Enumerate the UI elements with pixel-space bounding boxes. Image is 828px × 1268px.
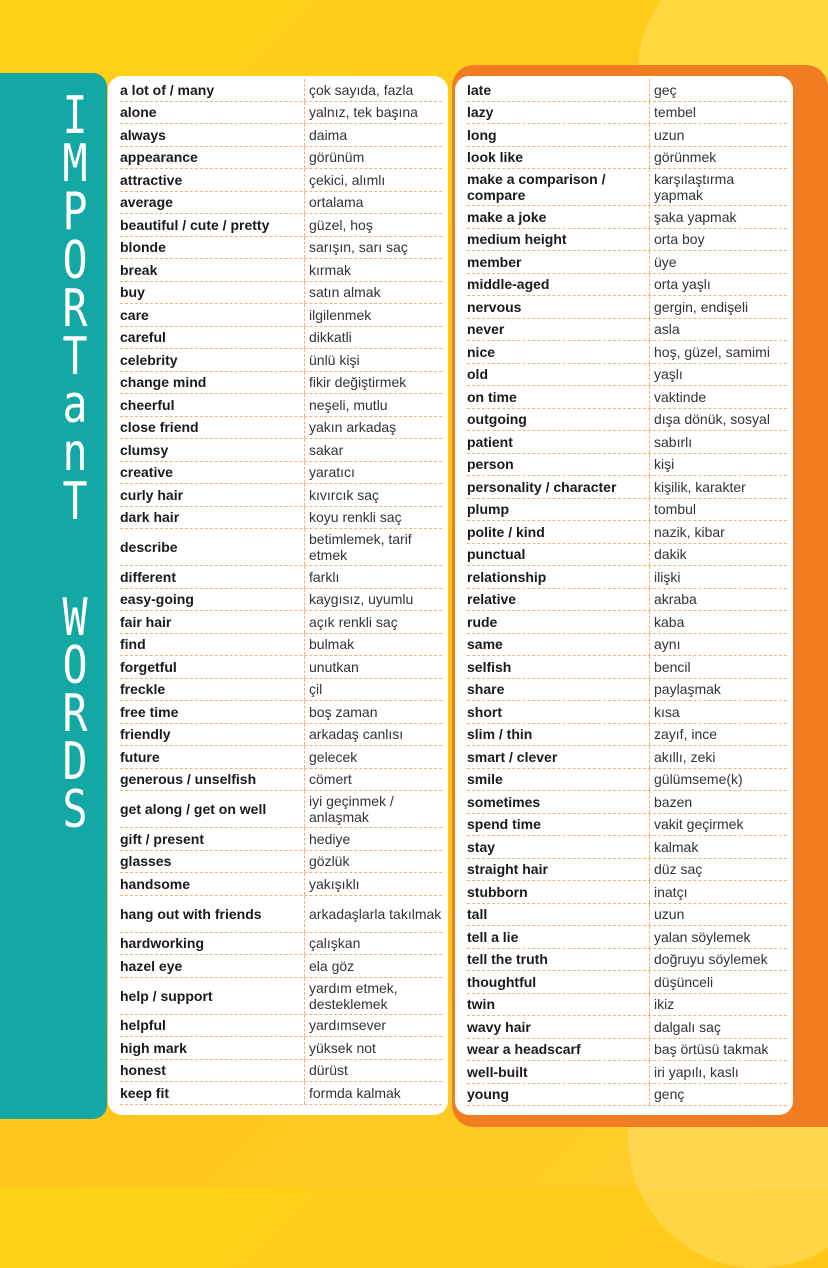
turkish-meaning: baş örtüsü takmak: [649, 1039, 785, 1061]
turkish-meaning: ünlü kişi: [304, 349, 442, 371]
vocab-row: [120, 394, 442, 417]
vocab-row: [120, 634, 442, 657]
turkish-meaning: formda kalmak: [304, 1082, 442, 1104]
english-word: glasses: [120, 853, 172, 870]
english-word: nervous: [467, 298, 522, 315]
title-letter: S: [62, 780, 88, 841]
turkish-meaning: ikiz: [649, 994, 785, 1016]
turkish-meaning: unutkan: [304, 656, 442, 678]
title-letter: T: [62, 471, 88, 532]
turkish-meaning: tombul: [649, 499, 785, 521]
vocab-row: [120, 746, 442, 769]
vocab-row: [467, 499, 787, 522]
vocab-row: [467, 1084, 787, 1107]
turkish-meaning: açık renkli saç: [304, 611, 442, 633]
english-word: beautiful / cute / pretty: [120, 216, 270, 233]
english-word: medium height: [467, 231, 567, 248]
vocab-row: [467, 971, 787, 994]
english-word: make a joke: [467, 208, 547, 225]
vocab-row: [120, 589, 442, 612]
english-word: member: [467, 253, 522, 270]
turkish-meaning: çil: [304, 679, 442, 701]
vocab-row: [120, 327, 442, 350]
turkish-meaning: sakar: [304, 439, 442, 461]
word-list-left: [108, 76, 448, 1115]
vocab-row: [120, 873, 442, 896]
vocab-row: [120, 611, 442, 634]
turkish-meaning: aynı: [649, 634, 785, 656]
vocab-row: [120, 147, 442, 170]
english-word: wear a headscarf: [467, 1041, 581, 1058]
turkish-meaning: orta boy: [649, 229, 785, 251]
turkish-meaning: farklı: [304, 566, 442, 588]
vocab-row: [467, 589, 787, 612]
turkish-meaning: asla: [649, 319, 785, 341]
turkish-meaning: fikir değiştirmek: [304, 372, 442, 394]
turkish-meaning: orta yaşlı: [649, 274, 785, 296]
vocab-row: [467, 251, 787, 274]
vocab-row: [467, 521, 787, 544]
vocab-row: [467, 147, 787, 170]
vocab-row: [120, 566, 442, 589]
english-word: free time: [120, 703, 179, 720]
english-word: break: [120, 261, 158, 278]
english-word: middle-aged: [467, 276, 550, 293]
english-word: personality / character: [467, 478, 617, 495]
vocab-row: [467, 206, 787, 229]
turkish-meaning: şaka yapmak: [649, 206, 785, 228]
english-word: a lot of / many: [120, 81, 215, 98]
english-word: care: [120, 306, 149, 323]
turkish-meaning: kişilik, karakter: [649, 476, 785, 498]
english-word: high mark: [120, 1039, 187, 1056]
english-word: attractive: [120, 171, 183, 188]
english-word: patient: [467, 433, 513, 450]
english-word: rude: [467, 613, 498, 630]
vocab-row: [467, 994, 787, 1017]
turkish-meaning: yalnız, tek başına: [304, 102, 442, 124]
english-word: look like: [467, 149, 524, 166]
turkish-meaning: sabırlı: [649, 431, 785, 453]
turkish-meaning: akraba: [649, 589, 785, 611]
vocab-row: [120, 1037, 442, 1060]
english-word: smile: [467, 771, 503, 788]
turkish-meaning: gözlük: [304, 851, 442, 873]
vocab-row: [120, 656, 442, 679]
turkish-meaning: bazen: [649, 791, 785, 813]
vocab-row: [120, 417, 442, 440]
vocab-row: [467, 386, 787, 409]
turkish-meaning: gergin, endişeli: [649, 296, 785, 318]
english-word: clumsy: [120, 441, 169, 458]
english-word: hardworking: [120, 935, 205, 952]
vocab-row: [467, 859, 787, 882]
turkish-meaning: iri yapılı, kaslı: [649, 1061, 785, 1083]
english-word: selfish: [467, 658, 512, 675]
vocab-row: [120, 791, 442, 828]
turkish-meaning: güzel, hoş: [304, 214, 442, 236]
english-word: thoughtful: [467, 973, 537, 990]
turkish-meaning: tembel: [649, 102, 785, 124]
english-word: young: [467, 1086, 509, 1103]
english-word: forgetful: [120, 658, 177, 675]
english-word: fair hair: [120, 613, 172, 630]
turkish-meaning: yalan söylemek: [649, 926, 785, 948]
english-word: hazel eye: [120, 957, 183, 974]
english-word: smart / clever: [467, 748, 558, 765]
english-word: plump: [467, 501, 509, 518]
vocab-row: [120, 828, 442, 851]
english-word: keep fit: [120, 1084, 170, 1101]
vocab-row: [467, 611, 787, 634]
vocab-row: [120, 304, 442, 327]
turkish-meaning: bencil: [649, 656, 785, 678]
turkish-meaning: betimlemek, tarif etmek: [304, 529, 442, 565]
turkish-meaning: paylaşmak: [649, 679, 785, 701]
english-word: hang out with friends: [120, 905, 262, 922]
turkish-meaning: genç: [649, 1084, 785, 1106]
title-letter: R: [62, 278, 88, 339]
turkish-meaning: yüksek not: [304, 1037, 442, 1059]
turkish-meaning: bulmak: [304, 634, 442, 656]
vocab-row: [467, 364, 787, 387]
turkish-meaning: yakışıklı: [304, 873, 442, 895]
vocab-row: [467, 409, 787, 432]
english-word: share: [467, 681, 505, 698]
turkish-meaning: sarışın, sarı saç: [304, 237, 442, 259]
vocab-row: [467, 1039, 787, 1062]
english-word: dark hair: [120, 509, 180, 526]
english-word: careful: [120, 329, 166, 346]
vocab-row: [120, 978, 442, 1015]
title-letter: R: [62, 684, 88, 745]
vocab-row: [467, 79, 787, 102]
vocab-row: [467, 814, 787, 837]
english-word: get along / get on well: [120, 801, 267, 817]
english-word: wavy hair: [467, 1018, 531, 1035]
title-letter: D: [62, 732, 88, 793]
english-word: make a comparison / compare: [467, 171, 606, 203]
english-word: twin: [467, 996, 495, 1013]
vocab-row: [120, 701, 442, 724]
vocab-row: [467, 634, 787, 657]
turkish-meaning: üye: [649, 251, 785, 273]
title-letter: W: [62, 587, 88, 648]
turkish-meaning: yakın arkadaş: [304, 417, 442, 439]
vocab-row: [120, 372, 442, 395]
english-word: stay: [467, 838, 496, 855]
turkish-meaning: çekici, alımlı: [304, 169, 442, 191]
vocab-row: [120, 439, 442, 462]
english-word: straight hair: [467, 861, 548, 878]
english-word: same: [467, 636, 503, 653]
turkish-meaning: ortalama: [304, 192, 442, 214]
english-word: cheerful: [120, 396, 175, 413]
vocab-row: [120, 79, 442, 102]
turkish-meaning: koyu renkli saç: [304, 507, 442, 529]
vocab-row: [120, 259, 442, 282]
english-word: polite / kind: [467, 523, 545, 540]
vocab-row: [120, 1015, 442, 1038]
word-list-right: [455, 76, 793, 1115]
english-word: change mind: [120, 374, 207, 391]
english-word: blonde: [120, 239, 166, 256]
vocab-row: [120, 769, 442, 792]
english-word: future: [120, 748, 160, 765]
turkish-meaning: arkadaş canlısı: [304, 724, 442, 746]
vocab-row: [467, 476, 787, 499]
vocab-row: [467, 1016, 787, 1039]
turkish-meaning: cömert: [304, 769, 442, 791]
turkish-meaning: doğruyu söylemek: [649, 949, 785, 971]
english-word: curly hair: [120, 486, 184, 503]
english-word: close friend: [120, 419, 199, 436]
vocab-row: [120, 507, 442, 530]
vocab-row: [120, 933, 442, 956]
vocab-row: [120, 214, 442, 237]
english-word: buy: [120, 284, 145, 301]
english-word: generous / unselfish: [120, 771, 257, 788]
english-word: help / support: [120, 987, 213, 1004]
title-letter: T: [62, 326, 88, 387]
turkish-meaning: yaratıcı: [304, 462, 442, 484]
vocab-row: [120, 896, 442, 933]
turkish-meaning: yardımsever: [304, 1015, 442, 1037]
title-letter: P: [62, 182, 88, 243]
turkish-meaning: inatçı: [649, 881, 785, 903]
english-word: honest: [120, 1062, 166, 1079]
english-word: creative: [120, 464, 173, 481]
vocab-row: [467, 656, 787, 679]
title-letter: O: [62, 635, 88, 696]
vocab-row: [467, 229, 787, 252]
title-letter: M: [62, 134, 88, 195]
turkish-meaning: kişi: [649, 454, 785, 476]
vocab-row: [120, 102, 442, 125]
turkish-meaning: dışa dönük, sosyal: [649, 409, 785, 431]
turkish-meaning: karşılaştırma yapmak: [649, 169, 785, 205]
english-word: always: [120, 126, 166, 143]
english-word: tell the truth: [467, 951, 548, 968]
vocab-row: [467, 904, 787, 927]
turkish-meaning: görünüm: [304, 147, 442, 169]
english-word: handsome: [120, 875, 191, 892]
vocab-row: [467, 454, 787, 477]
vocab-row: [120, 484, 442, 507]
english-word: old: [467, 366, 488, 383]
english-word: short: [467, 703, 502, 720]
english-word: relative: [467, 591, 517, 608]
english-word: different: [120, 568, 176, 585]
vocab-row: [467, 544, 787, 567]
title-letter: I: [62, 86, 88, 146]
vocab-row: [120, 724, 442, 747]
turkish-meaning: ela göz: [304, 955, 442, 977]
english-word: celebrity: [120, 351, 178, 368]
vocab-row: [467, 566, 787, 589]
title-letter: O: [62, 230, 88, 291]
vocab-row: [467, 881, 787, 904]
english-word: on time: [467, 388, 517, 405]
turkish-meaning: düz saç: [649, 859, 785, 881]
english-word: relationship: [467, 568, 547, 585]
vocab-row: [120, 237, 442, 260]
turkish-meaning: satın almak: [304, 282, 442, 304]
turkish-meaning: kıvırcık saç: [304, 484, 442, 506]
english-word: tall: [467, 906, 488, 923]
english-word: late: [467, 81, 492, 98]
turkish-meaning: düşünceli: [649, 971, 785, 993]
vocab-row: [120, 192, 442, 215]
turkish-meaning: geç: [649, 79, 785, 101]
english-word: easy-going: [120, 591, 194, 608]
english-word: appearance: [120, 149, 198, 166]
turkish-meaning: çok sayıda, fazla: [304, 79, 442, 101]
turkish-meaning: neşeli, mutlu: [304, 394, 442, 416]
turkish-meaning: gelecek: [304, 746, 442, 768]
english-word: alone: [120, 104, 157, 121]
vocab-row: [467, 746, 787, 769]
vocab-row: [467, 169, 787, 206]
turkish-meaning: vakit geçirmek: [649, 814, 785, 836]
turkish-meaning: görünmek: [649, 147, 785, 169]
turkish-meaning: ilgilenmek: [304, 304, 442, 326]
vocab-row: [120, 529, 442, 566]
vocab-row: [467, 836, 787, 859]
english-word: spend time: [467, 816, 541, 833]
vocab-row: [467, 102, 787, 125]
vocab-row: [120, 462, 442, 485]
turkish-meaning: gülümseme(k): [649, 769, 785, 791]
english-word: slim / thin: [467, 726, 533, 743]
english-word: tell a lie: [467, 928, 519, 945]
vocab-row: [467, 724, 787, 747]
turkish-meaning: arkadaşlarla takılmak: [304, 896, 442, 932]
vocab-row: [467, 296, 787, 319]
vocab-row: [467, 926, 787, 949]
vocab-row: [120, 679, 442, 702]
turkish-meaning: boş zaman: [304, 701, 442, 723]
turkish-meaning: zayıf, ince: [649, 724, 785, 746]
english-word: lazy: [467, 104, 494, 121]
english-word: find: [120, 636, 146, 653]
vocab-row: [120, 124, 442, 147]
turkish-meaning: yaşlı: [649, 364, 785, 386]
vocab-row: [467, 791, 787, 814]
vocab-row: [120, 851, 442, 874]
vocab-row: [467, 319, 787, 342]
english-word: person: [467, 456, 514, 473]
turkish-meaning: iyi geçinmek / anlaşmak: [304, 791, 442, 827]
vocab-row: [120, 349, 442, 372]
english-word: sometimes: [467, 793, 541, 810]
vocab-row: [120, 1082, 442, 1105]
english-word: punctual: [467, 546, 526, 563]
turkish-meaning: uzun: [649, 904, 785, 926]
english-word: never: [467, 321, 505, 338]
english-word: nice: [467, 343, 496, 360]
english-word: outgoing: [467, 411, 527, 428]
vocab-row: [467, 1061, 787, 1084]
english-word: friendly: [120, 726, 171, 743]
vocab-row: [467, 769, 787, 792]
turkish-meaning: akıllı, zeki: [649, 746, 785, 768]
turkish-meaning: dakik: [649, 544, 785, 566]
vocab-row: [467, 701, 787, 724]
turkish-meaning: ilişki: [649, 566, 785, 588]
english-word: helpful: [120, 1017, 166, 1034]
turkish-meaning: uzun: [649, 124, 785, 146]
vocab-row: [120, 282, 442, 305]
vocab-row: [120, 169, 442, 192]
english-word: average: [120, 194, 173, 211]
vocab-row: [467, 679, 787, 702]
turkish-meaning: vaktinde: [649, 386, 785, 408]
english-word: long: [467, 126, 497, 143]
vocab-row: [120, 1060, 442, 1083]
turkish-meaning: yardım etmek, desteklemek: [304, 978, 442, 1014]
turkish-meaning: hediye: [304, 828, 442, 850]
turkish-meaning: dürüst: [304, 1060, 442, 1082]
english-word: gift / present: [120, 830, 205, 847]
turkish-meaning: çalışkan: [304, 933, 442, 955]
vocab-row: [467, 431, 787, 454]
english-word: describe: [120, 539, 178, 555]
turkish-meaning: hoş, güzel, samimi: [649, 341, 785, 363]
vocab-row: [467, 124, 787, 147]
turkish-meaning: kısa: [649, 701, 785, 723]
turkish-meaning: kırmak: [304, 259, 442, 281]
turkish-meaning: dalgalı saç: [649, 1016, 785, 1038]
turkish-meaning: kaba: [649, 611, 785, 633]
turkish-meaning: daima: [304, 124, 442, 146]
turkish-meaning: dikkatli: [304, 327, 442, 349]
english-word: well-built: [467, 1063, 528, 1080]
title-letter: n: [62, 423, 88, 484]
vocab-row: [120, 955, 442, 978]
title-letter: a: [62, 375, 88, 436]
vocab-row: [467, 274, 787, 297]
vocab-row: [467, 341, 787, 364]
english-word: freckle: [120, 681, 166, 698]
turkish-meaning: kalmak: [649, 836, 785, 858]
english-word: stubborn: [467, 883, 528, 900]
vocab-row: [467, 949, 787, 972]
turkish-meaning: nazik, kibar: [649, 521, 785, 543]
turkish-meaning: kaygısız, uyumlu: [304, 589, 442, 611]
